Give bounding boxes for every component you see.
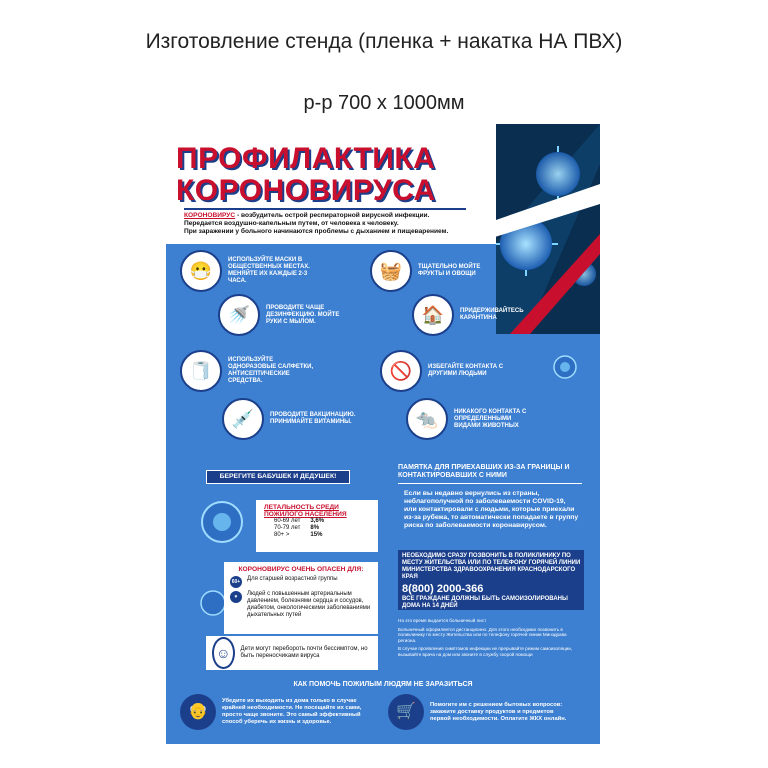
table-row: 70-79 лет 8% (274, 525, 320, 531)
help-item-delivery: 🛒 Помогите им с решением бытовых вопросов: закажите доставку продуктов и предметов первой необходимости. Оплатите ЖКХ онлайн. (388, 694, 570, 730)
tip-disinfection: 🚿 ПРОВОДИТЕ ЧАЩЕ ДЕЗИНФЕКЦИЮ. МОЙТЕ РУКИ С МЫЛОМ. (218, 294, 354, 336)
divider (398, 483, 582, 484)
grandparents-banner: БЕРЕГИТЕ БАБУШЕК И ДЕДУШЕК! (206, 470, 350, 484)
no-handshake-icon: 🚫 (380, 350, 422, 392)
poster-title-line1: ПРОФИЛАКТИКА (176, 142, 436, 175)
lethality-box (256, 500, 378, 552)
table-row: 80+ > 15% (274, 532, 323, 538)
tip-no-animals: 🐀 НИКАКОГО КОНТАКТА С ОПРЕДЕЛЕННЫМИ ВИДАМИ ЖИВОТНЫХ (406, 398, 534, 440)
tip-avoid-contact: 🚫 ИЗБЕГАЙТЕ КОНТАКТА С ДРУГИМИ ЛЮДЬМИ (380, 350, 516, 392)
no-animals-icon: 🐀 (406, 398, 448, 440)
house-lock-icon: 🏠 (412, 294, 454, 336)
table-row: 60-69 лет 3,6% (274, 518, 325, 524)
tip-wash-fruit: 🧺 ТЩАТЕЛЬНО МОЙТЕ ФРУКТЫ И ОВОЩИ (370, 250, 506, 292)
tip-vaccination: 💉 ПРОВОДИТЕ ВАКЦИНАЦИЮ. ПРИНИМАЙТЕ ВИТАМИНЫ. (222, 398, 358, 440)
risk-groups-box (224, 562, 378, 634)
grocery-basket-icon: 🛒 (388, 694, 424, 730)
lethality-title: ЛЕТАЛЬНОСТЬ СРЕДИ ПОЖИЛОГО НАСЕЛЕНИЯ (264, 504, 347, 518)
intro-text: КОРОНОВИРУС - возбудитель острой респираторной вирусной инфекции. Передается воздушно-капельным путем, от человека к человеку. При заражении у больного начинаются проблемы с дыханием и пищеварением. (184, 212, 449, 235)
list-item: 60+ Для старшей возрастной группы (230, 576, 374, 588)
tip-napkins: 🧻 ИСПОЛЬЗУЙТЕ ОДНОРАЗОВЫЕ САЛФЕТКИ, АНТИСЕПТИЧЕСКИЕ СРЕДСТВА. (180, 350, 316, 392)
poster (166, 124, 600, 744)
risk-groups-title: КОРОНОВИРУС ОЧЕНЬ ОПАСЕН ДЛЯ: (238, 566, 364, 573)
hotline-phone: 8(800) 2000-366 (402, 583, 484, 595)
sick-leave-info: На это время выдается больничный лист Больничный оформляется дистанционно. Для этого необходимо позвонить в поликлинику по месту Жительства или по телефону горячей линии Минздрава региона. В случае проявления симптомов инфекции не прерывайте режим самоизоляции, вызывайте врача на дом или звоните в службу скорой помощи (398, 618, 573, 657)
list-item: ♥ Людей с повышенным артериальным давлением, болезнями сердца и сосудов, диабетом, онкологическими заболеваниями дыхательных путей (230, 591, 374, 619)
heart-icon: ♥ (230, 591, 242, 603)
syringe-icon: 💉 (222, 398, 264, 440)
page-heading: Изготовление стенда (пленка + накатка НА ПВХ) (145, 30, 623, 53)
help-title: КАК ПОМОЧЬ ПОЖИЛЫМ ЛЮДЯМ НЕ ЗАРАЗИТЬСЯ (293, 681, 473, 688)
lethality-table (274, 518, 334, 539)
tip-masks: 😷 ИСПОЛЬЗУЙТЕ МАСКИ В ОБЩЕСТВЕННЫХ МЕСТАХ. МЕНЯЙТЕ ИХ КАЖДЫЕ 2-3 ЧАСА. (180, 250, 316, 292)
children-faces-icon: ☺ (212, 637, 235, 669)
help-item-stay-home: 👴 Убедите их выходить из дома только в случае крайней необходимости. Не посещайте их сами, просто чаще звоните. Это самый эффективный способ уберечь их жизнь и здоровье. (180, 694, 362, 730)
intro-keyword: КОРОНОВИРУС (184, 212, 236, 219)
memo-body: Если вы недавно вернулись из страны, неблагополучной по заболеваемости COVID-19, или контактировали с людьми, которые приехали из-за рубежа, то автоматически попадаете в группу риска по заболеваемости коронавирусом. (404, 490, 579, 529)
title-underline (184, 208, 466, 210)
poster-title-line2: КОРОНОВИРУСА (176, 174, 436, 207)
age-60-badge: 60+ (230, 576, 242, 588)
hotline-box: НЕОБХОДИМО СРАЗУ ПОЗВОНИТЬ В ПОЛИКЛИНИКУ ПО МЕСТУ ЖИТЕЛЬСТВА ИЛИ ПО ТЕЛЕФОНУ ГОРЯЧЕЙ ЛИНИИ МИНИСТЕРСТВА ЗДРАВООХРАНЕНИЯ КРАСНОДАРСКОГО КРАЯ 8(800) 2000-366 ВСЕ ГРАЖДАНЕ ДОЛЖНЫ БЫТЬ САМОИЗОЛИРОВАНЫ ДОМА НА 14 ДНЕЙ (398, 550, 584, 610)
virus-icon (548, 350, 582, 384)
napkins-icon: 🧻 (180, 350, 222, 392)
mask-icon: 😷 (180, 250, 222, 292)
tip-quarantine: 🏠 ПРИДЕРЖИВАЙТЕСЬ КАРАНТИНА (412, 294, 530, 336)
washing-hands-icon: 🚿 (218, 294, 260, 336)
size-caption: р-р 700 х 1000мм (303, 92, 465, 114)
fruit-basket-icon: 🧺 (370, 250, 412, 292)
memo-title: ПАМЯТКА ДЛЯ ПРИЕХАВШИХ ИЗ-ЗА ГРАНИЦЫ И КОНТАКТИРОВАВШИХ С НИМИ (398, 464, 570, 479)
elderly-couple-icon: 👴 (180, 694, 216, 730)
virus-icon (184, 492, 254, 552)
children-box: ☺ Дети могут перебороть почти бессимптом, но быть переносчиками вируса (206, 636, 378, 670)
